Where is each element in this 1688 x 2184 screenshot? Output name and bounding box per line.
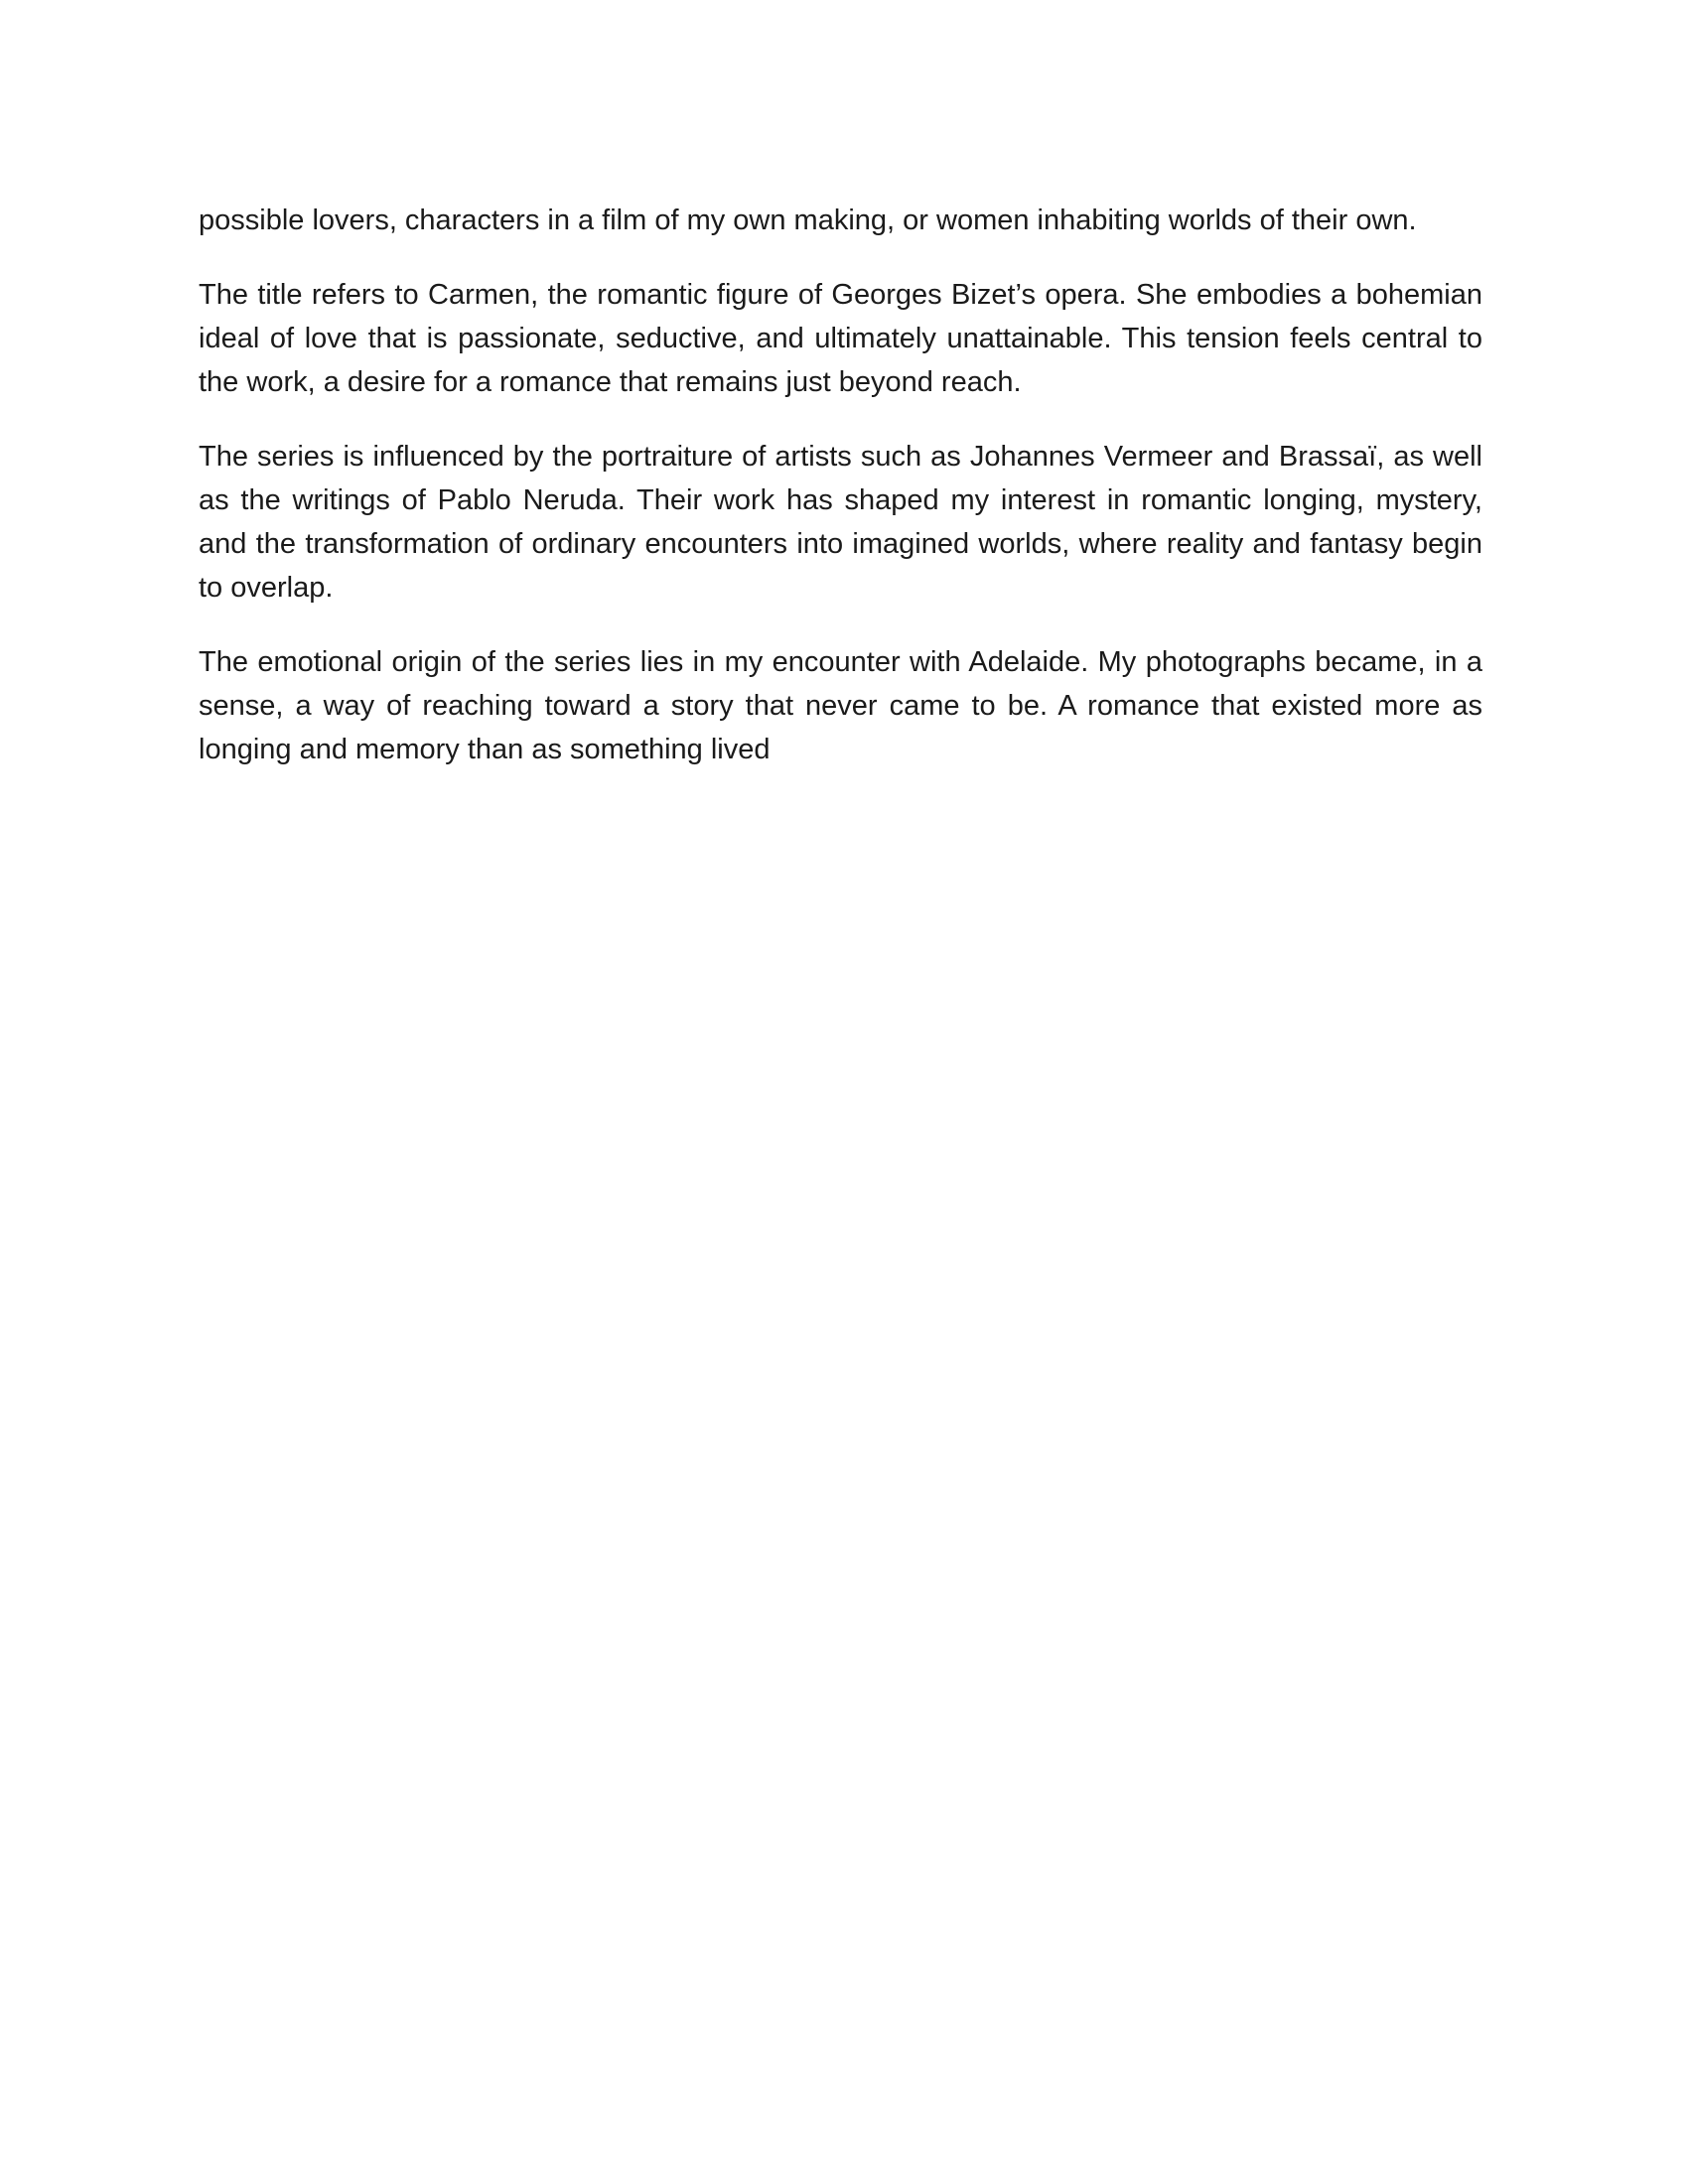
paragraph-continuation: possible lovers, characters in a film of my own making, or women inhabiting worlds of their own.: [199, 205, 1417, 236]
paragraph-emotional-origin: The emotional origin of the series lies in my encounter with Adelaide. My photographs became, in a sense, a way of reaching toward a story that never came to be. A romance that existed more as longing and memory than as something lived: [199, 646, 1482, 765]
paragraph-title-reference: The title refers to Carmen, the romantic figure of Georges Bizet’s opera. She embodies a bohemian ideal of love that is passionate, seductive, and ultimately unattainable. This tension feels central to the work, a desire for a romance that remains just beyond reach.: [199, 279, 1482, 398]
paragraph-influences: The series is influenced by the portraiture of artists such as Johannes Vermeer and Brassaï, as well as the writings of Pablo Neruda. Their work has shaped my interest in romantic longing, mystery, and the transformation of ordinary encounters into imagined worlds, where reality and fantasy begin to overlap.: [199, 441, 1482, 604]
document-body: [199, 199, 1482, 802]
